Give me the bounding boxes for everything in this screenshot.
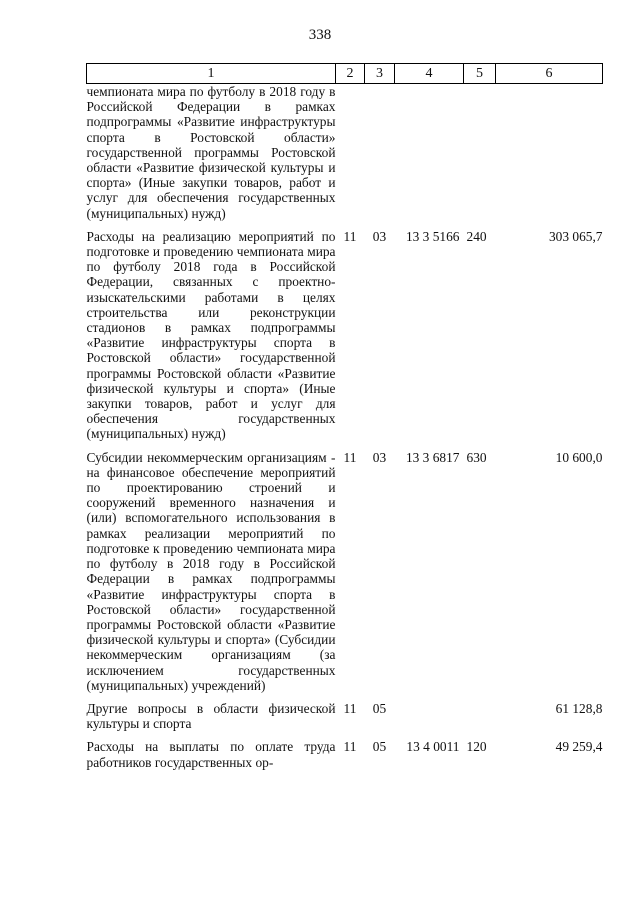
row-description: Другие вопросы в области физической культуры и спорта bbox=[86, 700, 336, 732]
table-row bbox=[87, 229, 603, 450]
table-row bbox=[87, 450, 603, 701]
row-target-article: 13 3 5166 bbox=[405, 228, 460, 244]
row-subsection: 05 bbox=[372, 700, 387, 716]
table-header-row bbox=[87, 64, 603, 84]
row-amount: 61 128,8 bbox=[555, 700, 603, 716]
header-col-6: 6 bbox=[496, 64, 603, 84]
row-subsection bbox=[365, 84, 395, 229]
row-expense-type: 240 bbox=[466, 228, 487, 244]
row-target-article: 13 3 6817 bbox=[405, 449, 460, 465]
row-description: чемпионата мира по футболу в 2018 году в Российской Федерации в рамках подпрограммы «Развитие инфраструктуры спорта в Ростовской области» государственной программы Ростовской области «Развитие физической культуры и спорта» (Иные закупки товаров, работ и услуг для обеспечения государственных (муниципальных) нужд) bbox=[86, 84, 336, 221]
row-section: 11 bbox=[343, 228, 357, 244]
row-amount bbox=[496, 84, 603, 229]
row-target-article bbox=[395, 701, 464, 739]
row-description: Субсидии некоммерческим организациям - на финансовое обеспечение мероприятий по проектированию строений и сооружений временного назначения и (или) вспомогательного использования в рамках реализации мероприятий по подготовке к проведению чемпионата мира по футболу в 2018 году в Российской Федерации в рамках подпрограммы «Развитие инфраструктуры спорта в Ростовской области» государственной программы Ростовской области «Развитие физической культуры и спорта» (Субсидии некоммерческим организациям (за исключением государственных (муниципальных) учреждений) bbox=[86, 449, 336, 693]
row-subsection: 05 bbox=[372, 739, 387, 755]
header-col-3: 3 bbox=[365, 64, 395, 84]
table-row bbox=[87, 701, 603, 739]
row-expense-type: 120 bbox=[466, 739, 487, 755]
row-amount: 303 065,7 bbox=[548, 228, 603, 244]
row-section: 11 bbox=[343, 739, 357, 755]
row-section: 11 bbox=[343, 449, 357, 465]
table-row bbox=[87, 739, 603, 769]
row-target-article: 13 4 0011 bbox=[406, 739, 460, 755]
row-subsection: 03 bbox=[372, 228, 387, 244]
header-col-4: 4 bbox=[395, 64, 464, 84]
row-description: Расходы на выплаты по оплате труда работников государственных ор- bbox=[86, 739, 336, 770]
header-col-5: 5 bbox=[464, 64, 496, 84]
row-target-article bbox=[395, 84, 464, 229]
row-expense-type bbox=[464, 84, 496, 229]
header-col-2: 2 bbox=[336, 64, 365, 84]
row-description: Расходы на реализацию мероприятий по подготовке и проведению чемпионата мира по футболу 2018 года в Российской Федерации, связанных с проектно-изыскательскими работами в целях строительства или реконструкции стадионов в рамках подпрограммы «Развитие инфраструктуры спорта в Ростовской области» государственной программы Ростовской области «Развитие физической культуры и спорта» (Иные закупки товаров, работ и услуг для обеспечения государственных (муниципальных) нужд) bbox=[86, 228, 336, 442]
header-col-1: 1 bbox=[87, 64, 336, 84]
row-section bbox=[336, 84, 365, 229]
row-subsection: 03 bbox=[372, 449, 387, 465]
row-section: 11 bbox=[343, 700, 357, 716]
row-amount: 10 600,0 bbox=[555, 449, 603, 465]
table-row bbox=[87, 84, 603, 229]
row-expense-type: 630 bbox=[466, 449, 487, 465]
row-amount: 49 259,4 bbox=[555, 739, 603, 755]
row-expense-type bbox=[464, 701, 496, 739]
budget-table bbox=[86, 63, 603, 770]
page-number: 338 bbox=[308, 27, 332, 43]
